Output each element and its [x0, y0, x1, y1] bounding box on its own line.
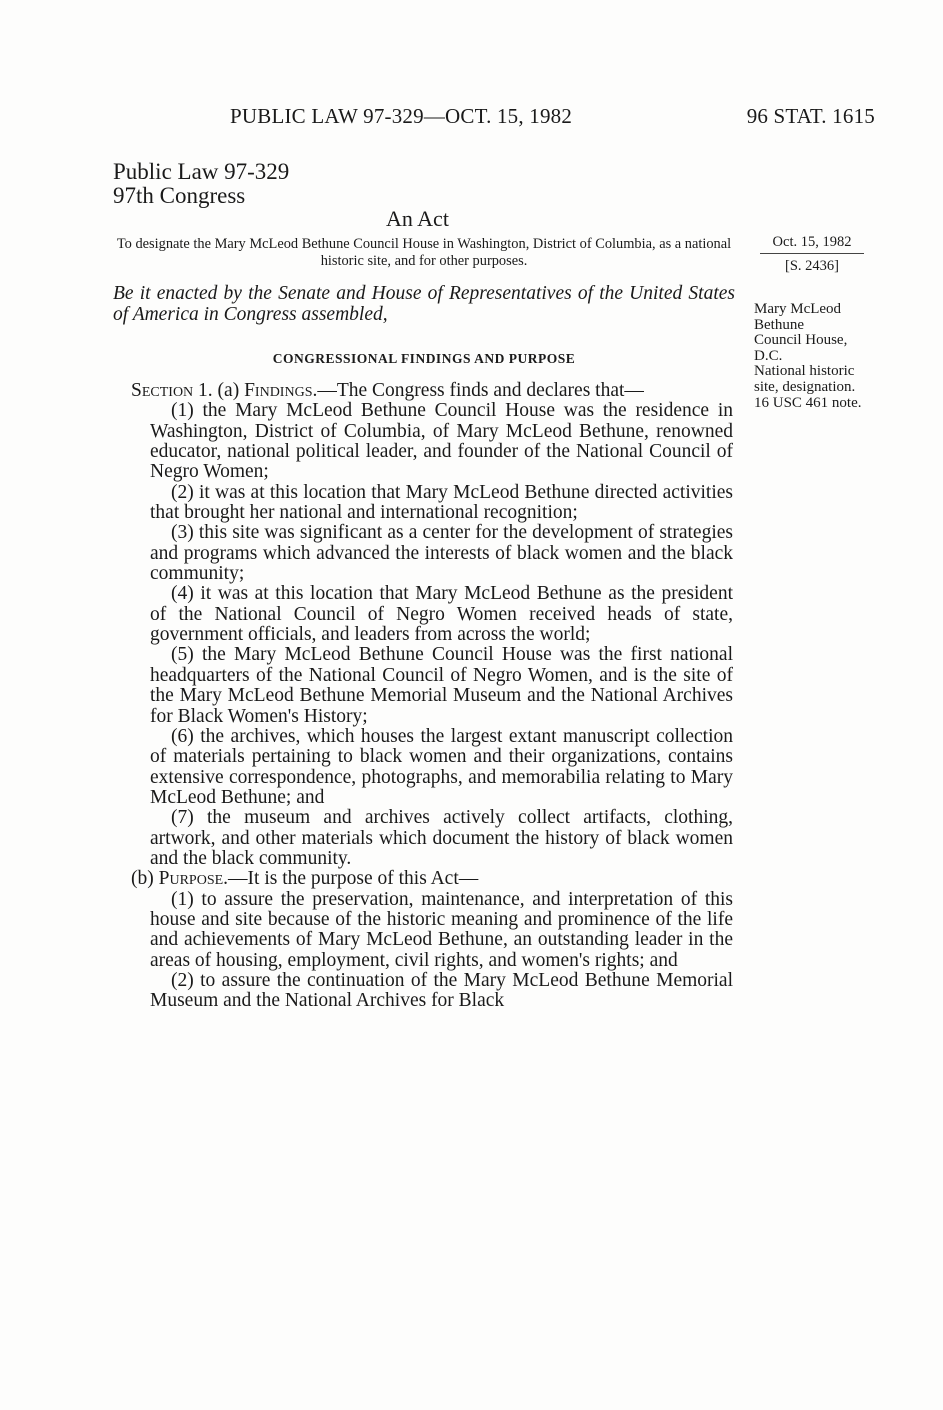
- finding-item: (3) this site was significant as a center for the development of strategies and programs which advanced the interests of black women and the black community;: [150, 522, 733, 585]
- section-1-body: [113, 381, 733, 1012]
- senate-bill-number: [S. 2436]: [785, 258, 839, 274]
- purpose-label: Purpose: [158, 868, 224, 890]
- finding-item: (1) the Mary McLeod Bethune Council House was the residence in Washington, District of Columbia, of Mary McLeod Bethune, renowned educator, national political leader, and founder of the National Council of Negro Women;: [150, 400, 733, 483]
- margin-note-line: Council House,: [754, 332, 848, 349]
- margin-note-line: Mary McLeod: [754, 301, 842, 317]
- margin-note-line: D.C.: [754, 347, 783, 364]
- enactment-date: Oct. 15, 1982: [772, 234, 852, 250]
- finding-item: (6) the archives, which houses the largest extant manuscript collection of materials pertaining to black women and their organizations, contains extensive correspondence, photographs, and memorabilia relating to Mary McLeod Bethune; and: [150, 725, 733, 808]
- finding-item: (2) it was at this location that Mary McLeod Bethune directed activities that brought her national and international recognition;: [150, 481, 733, 524]
- act-heading: An Act: [386, 206, 449, 231]
- enacting-clause: Be it enacted by the Senate and House of Representatives of the United States of America in Congress assembled,: [113, 283, 735, 325]
- margin-divider: [760, 253, 864, 254]
- margin-note-line: 16 USC 461 note.: [754, 394, 862, 411]
- finding-item: (7) the museum and archives actively collect artifacts, clothing, artwork, and other materials which document the history of black women and the black community.: [150, 807, 733, 869]
- findings-label: Findings: [244, 380, 313, 401]
- margin-note-line: National historic: [754, 363, 855, 380]
- margin-notes: [754, 302, 894, 411]
- margin-note-line: Bethune: [754, 316, 804, 333]
- section-1-lead: Section 1. (a) Findings.—The Congress finds and declares that—: [131, 380, 644, 401]
- purpose-item: (1) to assure the preservation, maintenance, and interpretation of this house and site because of the historic meaning and prominence of the life and achievements of Mary McLeod Bethune, an outstanding leader in the areas of housing, employment, civil rights, and women's rights; and: [150, 888, 733, 971]
- public-law-number: Public Law 97-329: [113, 159, 290, 184]
- finding-item: (4) it was at this location that Mary McLeod Bethune as the president of the National Council of Negro Women received heads of state, government officials, and leaders from across the world;: [150, 583, 733, 646]
- finding-item: (5) the Mary McLeod Bethune Council House was the first national headquarters of the National Council of Negro Women, and is the site of the Mary McLeod Bethune Memorial Museum and the National Archives for Black Women's History;: [150, 644, 733, 727]
- running-head-stat: 96 STAT. 1615: [746, 104, 875, 128]
- section-heading: CONGRESSIONAL FINDINGS AND PURPOSE: [272, 351, 576, 366]
- long-title: To designate the Mary McLeod Bethune Council House in Washington, District of Columbia, as a national historic site, and for other purposes.: [116, 236, 732, 269]
- purpose-lead: (b) Purpose.—It is the purpose of this Act—: [131, 868, 479, 890]
- margin-note-line: site, designation.: [754, 378, 856, 395]
- congress-number: 97th Congress: [113, 183, 246, 208]
- section-label: Section: [131, 380, 194, 401]
- running-head-law: PUBLIC LAW 97-329—OCT. 15, 1982: [230, 104, 573, 128]
- purpose-item: (2) to assure the continuation of the Mary McLeod Bethune Memorial Museum and the National Archives for Black: [150, 969, 733, 1012]
- margin-date-block: [760, 233, 864, 275]
